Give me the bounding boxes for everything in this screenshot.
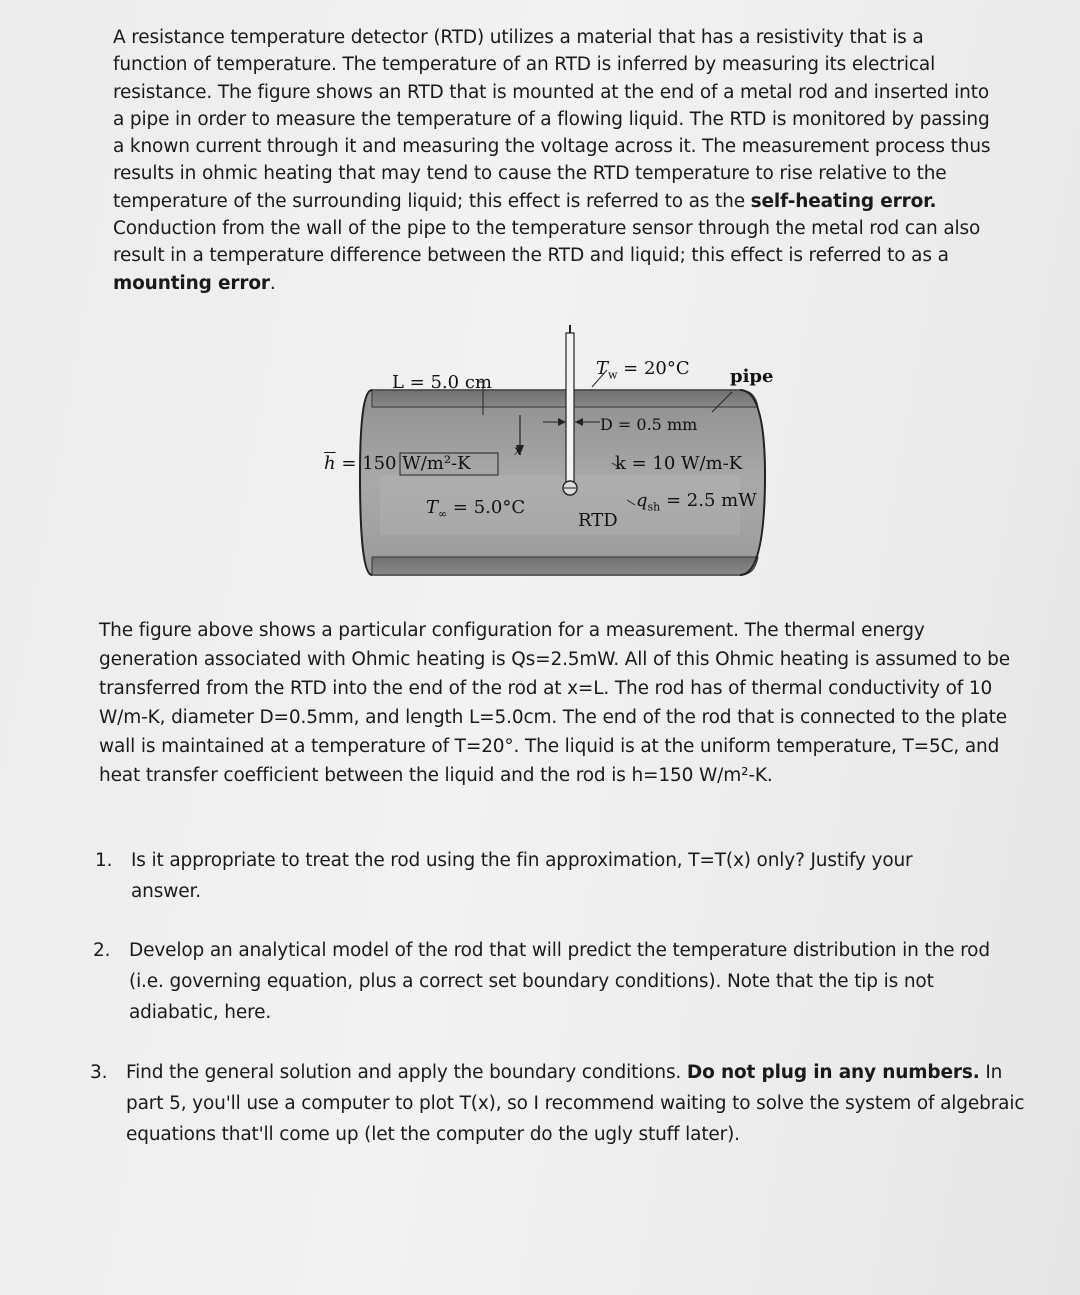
question-2 [93, 935, 1023, 1035]
rtd-label: RTD [578, 510, 618, 531]
intro-text-1: A resistance temperature detector (RTD) utilizes a material that has a resistivity that is a function of temperature. The temperature of an RTD is inferred by measuring its electrical resistance. The figure shows an RTD that is mounted at the end of a metal rod and inserted into a pipe in order to measure the temperature of a flowing liquid. The RTD is monitored by passing a known current through it and measuring the voltage across it. The measurement process thus results in ohmic heating that may tend to cause the RTD temperature to rise relative to the temperature of the surrounding liquid; this effect is referred to as the [113, 27, 991, 212]
pipe-label: pipe [730, 366, 774, 387]
metal-rod [566, 333, 574, 485]
self-heating-rate-label: $q_{sh} = 2.5$ mW [636, 490, 757, 514]
conductivity-label: k = 10 W/m-K [615, 453, 743, 474]
intro-paragraph [113, 24, 1003, 297]
rtd-pipe-figure [300, 325, 780, 595]
description-paragraph: The figure above shows a particular configuration for a measurement. The thermal energy generation associated with Ohmic heating is Qs=2.5mW. All of this Ohmic heating is assumed to be transferred from the RTD into the end of the rod at x=L. The rod has of thermal conductivity of 10 W/m-K, diameter D=0.5mm, and length L=5.0cm. The end of the rod that is connected to the plate wall is maintained at a temperature of T=20°. The liquid is at the uniform temperature, T=5C, and heat transfer coefficient between the liquid and the rod is h=150 W/m²-K. [99, 620, 1010, 786]
question-2-number: 2. [93, 940, 111, 961]
question-3-number: 3. [90, 1062, 108, 1083]
question-1-number: 1. [95, 850, 113, 871]
question-3-text: Find the general solution and apply the boundary conditions. Do not plug in any numbers. In part 5, you'll use a computer to plot T(x), so I recommend waiting to solve the system of algebraic equations that'll come up (let the computer do the ugly stuff later). [126, 1062, 1025, 1145]
question-3-emphasis: Do not plug in any numbers. [686, 1062, 980, 1083]
pipe-bottom-wall [372, 557, 758, 575]
mounting-error-term: mounting error [113, 272, 270, 294]
question-1-text: Is it appropriate to treat the rod using the fin approximation, T=T(x) only? Justify your answer. [131, 850, 913, 902]
wall-temperature-label: $T_w = 20^\circ C$ [596, 358, 690, 382]
rod-length-label: L = 5.0 cm [392, 372, 492, 393]
fluid-temperature-label: $T_\infty = 5.0^\circ C$ [426, 497, 526, 521]
convection-coefficient-label: $\overline{h} = 150$ W/m²-K [324, 453, 471, 474]
x-axis-label: x [514, 443, 522, 459]
diameter-label: D = 0.5 mm [600, 415, 698, 434]
intro-text-3: . [269, 272, 276, 294]
question-2-text: Develop an analytical model of the rod that will predict the temperature distribution in the rod (i.e. governing equation, plus a correct set boundary conditions). Note that the tip is not adiabatic, here. [129, 940, 990, 1023]
question-3 [90, 1057, 1030, 1157]
intro-text-2: Conduction from the wall of the pipe to the temperature sensor through the metal rod can also result in a temperature difference between the RTD and liquid; this effect is referred to as a [113, 218, 981, 267]
self-heating-error-term: self-heating error. [750, 190, 937, 212]
question-1 [95, 845, 995, 915]
